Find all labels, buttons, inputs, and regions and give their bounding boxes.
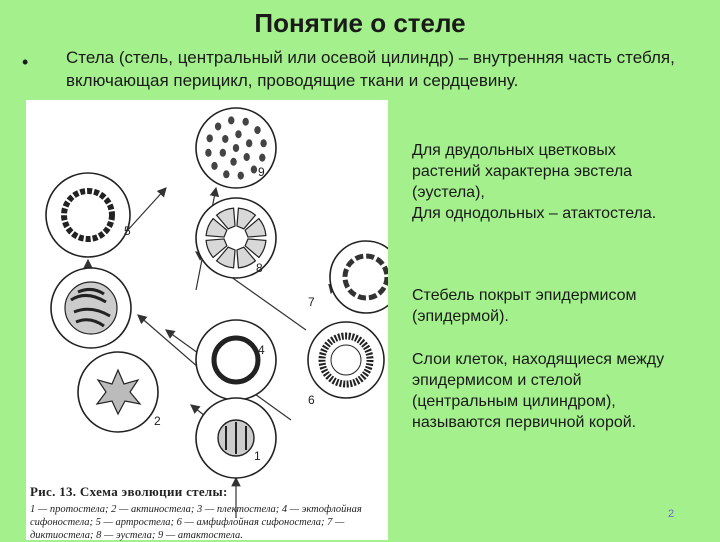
figure-caption [30, 484, 384, 542]
vascular-bundle [223, 170, 229, 178]
plectostele-diagram [51, 268, 131, 348]
paragraph-line: растений характерна эвстела [412, 163, 633, 180]
paragraph-epidermis [412, 285, 717, 327]
paragraph-line: эпидермисом и стелой [412, 372, 582, 389]
vascular-bundle [246, 139, 252, 147]
label-7: 7 [308, 295, 315, 309]
paragraph-line: (эпидермой). [412, 308, 509, 325]
vascular-bundle [242, 118, 248, 126]
arthrostele-diagram [46, 173, 130, 257]
stele-diagram [26, 100, 388, 540]
vascular-bundle [222, 135, 228, 143]
label-1: 1 [254, 449, 261, 463]
paragraph-line: (эустела), [412, 184, 485, 201]
paragraph-primary-cortex [412, 349, 717, 433]
vascular-bundle [251, 166, 257, 174]
vascular-bundle [259, 154, 265, 162]
eustele-diagram [196, 198, 276, 278]
caption-title: Рис. 13. Схема эволюции стелы: [30, 484, 228, 499]
vascular-bundle [228, 116, 234, 124]
vascular-bundle [235, 130, 241, 138]
paragraph-line: называются первичной корой. [412, 414, 637, 431]
label-2: 2 [154, 414, 161, 428]
vascular-bundle [233, 144, 239, 152]
vascular-bundle [230, 158, 236, 166]
slide-title: Понятие о стеле [254, 8, 466, 38]
vascular-bundle [260, 139, 266, 147]
paragraph-line: Для двудольных цветковых [412, 142, 616, 159]
stele-evolution-figure [26, 100, 388, 540]
vascular-bundle [220, 149, 226, 157]
label-4: 4 [258, 343, 265, 357]
ectophloic-siphonostele-diagram [196, 320, 276, 400]
paragraph-line: Стебель покрыт эпидермисом [412, 287, 637, 304]
vascular-bundle [211, 162, 217, 170]
label-6: 6 [308, 393, 315, 407]
vascular-bundle [254, 126, 260, 134]
paragraph-dicots [412, 140, 717, 224]
paragraph-line: Для однодольных – атактостела. [412, 205, 657, 222]
label-5: 5 [124, 224, 131, 238]
page-number: 2 [668, 508, 675, 520]
caption-body: 1 — протостела; 2 — актиностела; 3 — плектостела; 4 — эктофлойная сифоностела; 5 — артростела; 6 — амфифлойная сифоностела; 7 — диктиостела; 8 — эустела; 9 — атактостела. [30, 504, 362, 541]
stele-definition: Стела (стель, центральный или осевой цилиндр) – внутренняя часть стебля, включающая перицикл, проводящие ткани и сердцевину. [66, 48, 675, 90]
vascular-bundle [244, 153, 250, 161]
vascular-bundle [238, 172, 244, 180]
protostele-diagram [196, 398, 276, 478]
vascular-bundle [205, 149, 211, 157]
dictyostele-diagram [330, 241, 388, 313]
actinostele-diagram [78, 352, 158, 432]
label-8: 8 [256, 261, 263, 275]
amphiphloic-siphonostele-diagram [308, 322, 384, 398]
paragraph-line: (центральным цилиндром), [412, 393, 616, 410]
vascular-bundle [207, 134, 213, 142]
bullet-marker: • [22, 52, 29, 72]
vascular-bundle [215, 122, 221, 130]
paragraph-line: Слои клеток, находящиеся между [412, 351, 665, 368]
label-9: 9 [258, 165, 265, 179]
